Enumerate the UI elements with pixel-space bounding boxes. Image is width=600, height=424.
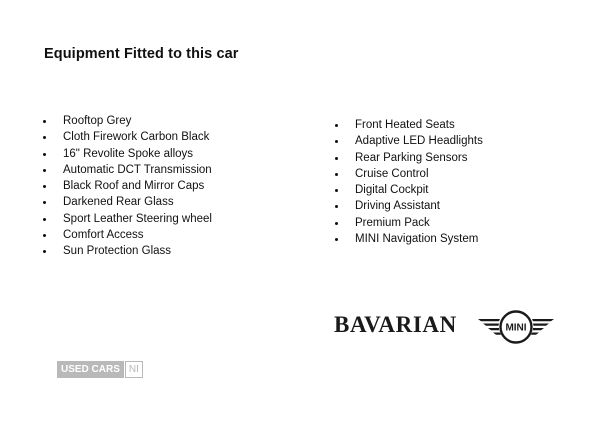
equipment-item: Driving Assistant [335, 198, 483, 214]
dealer-name: BAVARIAN [334, 312, 457, 337]
equipment-list-left [43, 113, 212, 260]
equipment-item: Black Roof and Mirror Caps [43, 178, 212, 194]
equipment-item: Comfort Access [43, 227, 212, 243]
equipment-item: Cloth Firework Carbon Black [43, 129, 212, 145]
equipment-item: Sport Leather Steering wheel [43, 211, 212, 227]
equipment-item: Darkened Rear Glass [43, 194, 212, 210]
page-title: Equipment Fitted to this car [44, 46, 239, 62]
equipment-item: Adaptive LED Headlights [335, 133, 483, 149]
equipment-item: Premium Pack [335, 215, 483, 231]
equipment-item: Rooftop Grey [43, 113, 212, 129]
equipment-item: Rear Parking Sensors [335, 150, 483, 166]
equipment-item: 16" Revolite Spoke alloys [43, 146, 212, 162]
mini-wings-logo-icon [478, 309, 554, 345]
equipment-item: Digital Cockpit [335, 182, 483, 198]
equipment-item: Cruise Control [335, 166, 483, 182]
mini-logo-text: MINI [505, 322, 527, 334]
equipment-list-right [335, 117, 483, 247]
badge-region: NI [125, 361, 143, 378]
equipment-item: MINI Navigation System [335, 231, 483, 247]
equipment-item: Automatic DCT Transmission [43, 162, 212, 178]
used-cars-badge [57, 361, 143, 378]
badge-label: USED CARS [57, 361, 124, 378]
equipment-item: Sun Protection Glass [43, 243, 212, 259]
equipment-item: Front Heated Seats [335, 117, 483, 133]
